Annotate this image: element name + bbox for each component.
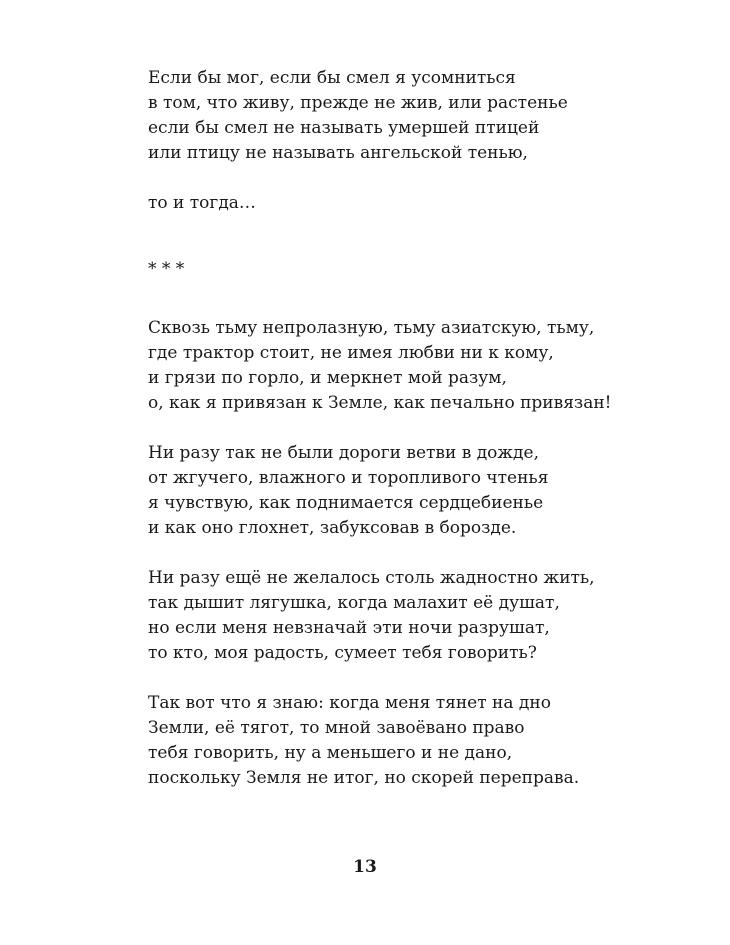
poem-line: и грязи по горло, и меркнет мой разум, (148, 368, 507, 388)
poem-fragment-stanza (148, 66, 568, 166)
poem-line: Ни разу ещё не желалось столь жадностно жить, (148, 568, 595, 588)
poem-line: Если бы мог, если бы смел я усомниться (148, 68, 516, 88)
poem-line: так дышит лягушка, когда малахит её душат, (148, 593, 560, 613)
poem-line: но если меня невзначай эти ночи разрушат, (148, 618, 550, 638)
poem-closing-line (148, 191, 256, 216)
poem-line: или птицу не называть ангельской тенью, (148, 143, 528, 163)
poem-line: то и тогда… (148, 193, 256, 213)
poem-line: поскольку Земля не итог, но скорей переправа. (148, 768, 580, 788)
poem-line: где трактор стоит, не имея любви ни к кому, (148, 343, 554, 363)
poem-line: Ни разу так не были дороги ветви в дожде, (148, 443, 539, 463)
section-separator (148, 257, 184, 282)
poem-line: Сквозь тьму непролазную, тьму азиатскую, тьму, (148, 318, 595, 338)
poem-stanza (148, 316, 612, 416)
poem-line: о, как я привязан к Земле, как печально привязан! (148, 393, 612, 413)
poem-line: тебя говорить, ну а меньшего и не дано, (148, 743, 513, 763)
poem-line: в том, что живу, прежде не жив, или растенье (148, 93, 568, 113)
poem-stanza (148, 441, 548, 541)
poem-line: Земли, её тягот, то мной завоёвано право (148, 718, 525, 738)
poem-line: и как оно глохнет, забуксовав в борозде. (148, 518, 517, 538)
asterism: * * * (148, 259, 185, 279)
poem-line: если бы смел не называть умершей птицей (148, 118, 540, 138)
poem-line: то кто, моя радость, сумеет тебя говорить? (148, 643, 537, 663)
poem-line: от жгучего, влажного и торопливого чтенья (148, 468, 549, 488)
poem-line: Так вот что я знаю: когда меня тянет на дно (148, 693, 551, 713)
poem-stanza (148, 566, 595, 666)
poem-line: я чувствую, как поднимается сердцебиенье (148, 493, 544, 513)
poem-stanza (148, 691, 579, 791)
page-number: 13 (353, 857, 377, 877)
